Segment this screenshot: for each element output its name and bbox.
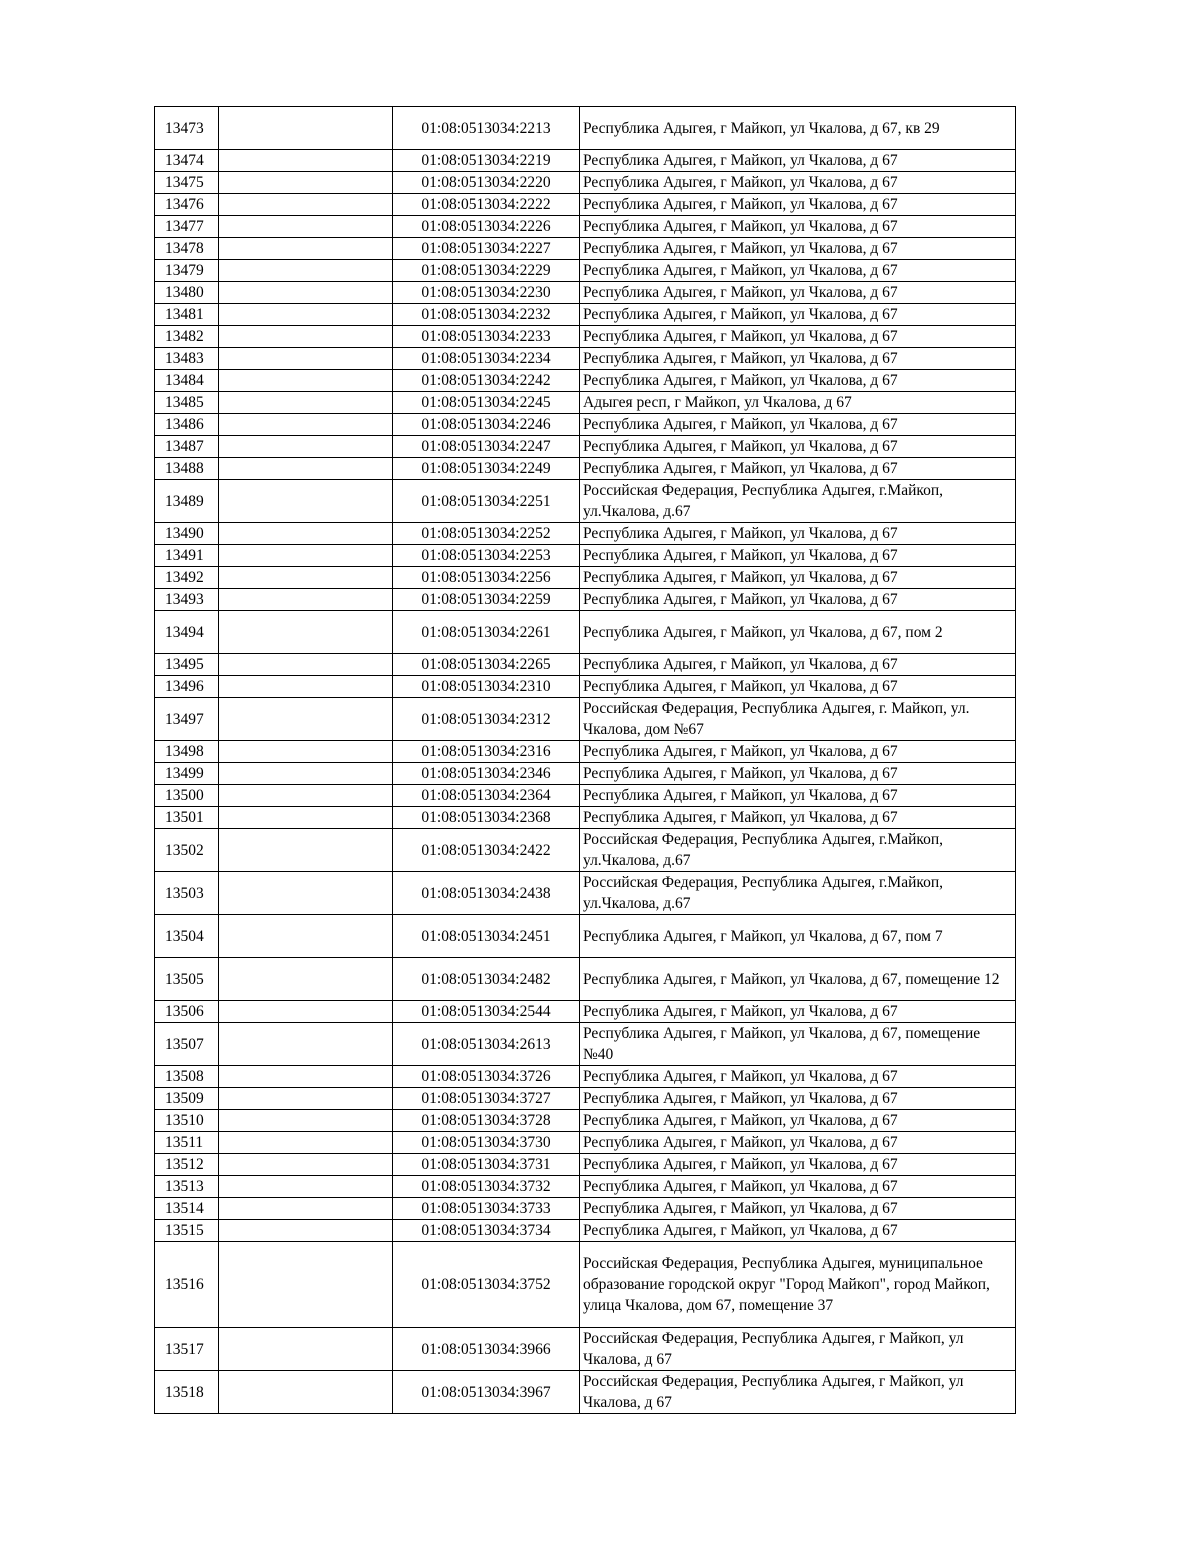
cadastral-number-cell: 01:08:0513034:2252: [393, 523, 580, 545]
cadastral-number-cell: 01:08:0513034:2245: [393, 392, 580, 414]
table-row: [155, 216, 1016, 238]
owner-cell: [219, 392, 393, 414]
table-row: [155, 1001, 1016, 1023]
cadastral-number-cell: 01:08:0513034:2312: [393, 698, 580, 741]
row-number-cell: 13473: [155, 107, 219, 150]
table-row: [155, 1088, 1016, 1110]
address-cell: Республика Адыгея, г Майкоп, ул Чкалова, д 67: [580, 1198, 1016, 1220]
cadastral-number-cell: 01:08:0513034:2242: [393, 370, 580, 392]
cadastral-number-cell: 01:08:0513034:3730: [393, 1132, 580, 1154]
address-cell: Республика Адыгея, г Майкоп, ул Чкалова, д 67: [580, 348, 1016, 370]
row-number-cell: 13511: [155, 1132, 219, 1154]
table-row: [155, 829, 1016, 872]
row-number-cell: 13503: [155, 872, 219, 915]
cadastral-number-cell: 01:08:0513034:2438: [393, 872, 580, 915]
owner-cell: [219, 958, 393, 1001]
address-cell: Республика Адыгея, г Майкоп, ул Чкалова, д 67: [580, 589, 1016, 611]
owner-cell: [219, 282, 393, 304]
table-row: [155, 370, 1016, 392]
owner-cell: [219, 1088, 393, 1110]
owner-cell: [219, 348, 393, 370]
row-number-cell: 13487: [155, 436, 219, 458]
address-cell: Адыгея респ, г Майкоп, ул Чкалова, д 67: [580, 392, 1016, 414]
owner-cell: [219, 1023, 393, 1066]
table-row: [155, 1371, 1016, 1414]
cadastral-number-cell: 01:08:0513034:2316: [393, 741, 580, 763]
table-row: [155, 1176, 1016, 1198]
row-number-cell: 13489: [155, 480, 219, 523]
row-number-cell: 13513: [155, 1176, 219, 1198]
owner-cell: [219, 807, 393, 829]
address-cell: Республика Адыгея, г Майкоп, ул Чкалова, д 67: [580, 785, 1016, 807]
owner-cell: [219, 654, 393, 676]
row-number-cell: 13474: [155, 150, 219, 172]
cadastral-number-cell: 01:08:0513034:3733: [393, 1198, 580, 1220]
owner-cell: [219, 523, 393, 545]
owner-cell: [219, 1328, 393, 1371]
row-number-cell: 13500: [155, 785, 219, 807]
row-number-cell: 13506: [155, 1001, 219, 1023]
cadastral-number-cell: 01:08:0513034:2364: [393, 785, 580, 807]
owner-cell: [219, 304, 393, 326]
row-number-cell: 13480: [155, 282, 219, 304]
address-cell: Республика Адыгея, г Майкоп, ул Чкалова, д 67: [580, 260, 1016, 282]
property-table: [154, 106, 1016, 1414]
table-row: [155, 1242, 1016, 1328]
address-cell: Республика Адыгея, г Майкоп, ул Чкалова, д 67: [580, 567, 1016, 589]
table-row: [155, 326, 1016, 348]
owner-cell: [219, 698, 393, 741]
owner-cell: [219, 1132, 393, 1154]
owner-cell: [219, 1176, 393, 1198]
table-row: [155, 480, 1016, 523]
cadastral-number-cell: 01:08:0513034:2310: [393, 676, 580, 698]
address-cell: Республика Адыгея, г Майкоп, ул Чкалова, д 67: [580, 282, 1016, 304]
address-cell: Российская Федерация, Республика Адыгея, г.Майкоп, ул.Чкалова, д.67: [580, 872, 1016, 915]
table-row: [155, 282, 1016, 304]
row-number-cell: 13504: [155, 915, 219, 958]
cadastral-number-cell: 01:08:0513034:2253: [393, 545, 580, 567]
table-row: [155, 872, 1016, 915]
table-row: [155, 1132, 1016, 1154]
address-cell: Республика Адыгея, г Майкоп, ул Чкалова, д 67, помещение №40: [580, 1023, 1016, 1066]
row-number-cell: 13486: [155, 414, 219, 436]
address-cell: Республика Адыгея, г Майкоп, ул Чкалова, д 67, пом 7: [580, 915, 1016, 958]
owner-cell: [219, 458, 393, 480]
cadastral-number-cell: 01:08:0513034:2451: [393, 915, 580, 958]
address-cell: Республика Адыгея, г Майкоп, ул Чкалова, д 67: [580, 1001, 1016, 1023]
address-cell: Российская Федерация, Республика Адыгея, муниципальное образование городской округ "Город Майкоп", город Майкоп, улица Чкалова, дом 67, помещение 37: [580, 1242, 1016, 1328]
table-row: [155, 763, 1016, 785]
cadastral-number-cell: 01:08:0513034:2613: [393, 1023, 580, 1066]
address-cell: Российская Федерация, Республика Адыгея, г. Майкоп, ул. Чкалова, дом №67: [580, 698, 1016, 741]
address-cell: Российская Федерация, Республика Адыгея, г.Майкоп, ул.Чкалова, д.67: [580, 480, 1016, 523]
table-row: [155, 676, 1016, 698]
address-cell: Республика Адыгея, г Майкоп, ул Чкалова, д 67, кв 29: [580, 107, 1016, 150]
table-row: [155, 194, 1016, 216]
row-number-cell: 13475: [155, 172, 219, 194]
cadastral-number-cell: 01:08:0513034:3727: [393, 1088, 580, 1110]
address-cell: Республика Адыгея, г Майкоп, ул Чкалова, д 67: [580, 1110, 1016, 1132]
cadastral-number-cell: 01:08:0513034:2544: [393, 1001, 580, 1023]
row-number-cell: 13517: [155, 1328, 219, 1371]
table-row: [155, 172, 1016, 194]
row-number-cell: 13501: [155, 807, 219, 829]
row-number-cell: 13488: [155, 458, 219, 480]
cadastral-number-cell: 01:08:0513034:2229: [393, 260, 580, 282]
table-row: [155, 589, 1016, 611]
row-number-cell: 13476: [155, 194, 219, 216]
table-row: [155, 698, 1016, 741]
table-row: [155, 348, 1016, 370]
table-row: [155, 741, 1016, 763]
row-number-cell: 13481: [155, 304, 219, 326]
row-number-cell: 13496: [155, 676, 219, 698]
table-row: [155, 1220, 1016, 1242]
owner-cell: [219, 326, 393, 348]
address-cell: Республика Адыгея, г Майкоп, ул Чкалова, д 67: [580, 807, 1016, 829]
cadastral-number-cell: 01:08:0513034:2249: [393, 458, 580, 480]
row-number-cell: 13514: [155, 1198, 219, 1220]
row-number-cell: 13515: [155, 1220, 219, 1242]
address-cell: Российская Федерация, Республика Адыгея, г Майкоп, ул Чкалова, д 67: [580, 1371, 1016, 1414]
address-cell: Республика Адыгея, г Майкоп, ул Чкалова, д 67: [580, 238, 1016, 260]
table-row: [155, 150, 1016, 172]
cadastral-number-cell: 01:08:0513034:2246: [393, 414, 580, 436]
row-number-cell: 13502: [155, 829, 219, 872]
owner-cell: [219, 172, 393, 194]
owner-cell: [219, 545, 393, 567]
cadastral-number-cell: 01:08:0513034:2234: [393, 348, 580, 370]
row-number-cell: 13499: [155, 763, 219, 785]
table-row: [155, 785, 1016, 807]
table-row: [155, 915, 1016, 958]
owner-cell: [219, 1371, 393, 1414]
owner-cell: [219, 1066, 393, 1088]
cadastral-number-cell: 01:08:0513034:2256: [393, 567, 580, 589]
owner-cell: [219, 1220, 393, 1242]
address-cell: Республика Адыгея, г Майкоп, ул Чкалова, д 67: [580, 1066, 1016, 1088]
address-cell: Республика Адыгея, г Майкоп, ул Чкалова, д 67: [580, 741, 1016, 763]
table-row: [155, 304, 1016, 326]
row-number-cell: 13492: [155, 567, 219, 589]
cadastral-number-cell: 01:08:0513034:3726: [393, 1066, 580, 1088]
cadastral-number-cell: 01:08:0513034:2265: [393, 654, 580, 676]
table-body: [155, 107, 1016, 1414]
owner-cell: [219, 763, 393, 785]
address-cell: Республика Адыгея, г Майкоп, ул Чкалова, д 67: [580, 194, 1016, 216]
cadastral-number-cell: 01:08:0513034:2346: [393, 763, 580, 785]
cadastral-number-cell: 01:08:0513034:2261: [393, 611, 580, 654]
table-row: [155, 611, 1016, 654]
owner-cell: [219, 785, 393, 807]
owner-cell: [219, 915, 393, 958]
address-cell: Республика Адыгея, г Майкоп, ул Чкалова, д 67: [580, 414, 1016, 436]
row-number-cell: 13510: [155, 1110, 219, 1132]
row-number-cell: 13495: [155, 654, 219, 676]
cadastral-number-cell: 01:08:0513034:2368: [393, 807, 580, 829]
owner-cell: [219, 370, 393, 392]
cadastral-number-cell: 01:08:0513034:2220: [393, 172, 580, 194]
cadastral-number-cell: 01:08:0513034:3728: [393, 1110, 580, 1132]
table-row: [155, 523, 1016, 545]
owner-cell: [219, 676, 393, 698]
cadastral-number-cell: 01:08:0513034:2219: [393, 150, 580, 172]
cadastral-number-cell: 01:08:0513034:2227: [393, 238, 580, 260]
address-cell: Республика Адыгея, г Майкоп, ул Чкалова, д 67: [580, 1176, 1016, 1198]
owner-cell: [219, 1001, 393, 1023]
cadastral-number-cell: 01:08:0513034:2213: [393, 107, 580, 150]
row-number-cell: 13477: [155, 216, 219, 238]
cadastral-number-cell: 01:08:0513034:2251: [393, 480, 580, 523]
row-number-cell: 13479: [155, 260, 219, 282]
address-cell: Республика Адыгея, г Майкоп, ул Чкалова, д 67: [580, 654, 1016, 676]
table-row: [155, 1198, 1016, 1220]
table-row: [155, 567, 1016, 589]
cadastral-number-cell: 01:08:0513034:2230: [393, 282, 580, 304]
table-row: [155, 1066, 1016, 1088]
address-cell: Республика Адыгея, г Майкоп, ул Чкалова, д 67: [580, 370, 1016, 392]
table-row: [155, 958, 1016, 1001]
address-cell: Республика Адыгея, г Майкоп, ул Чкалова, д 67, пом 2: [580, 611, 1016, 654]
owner-cell: [219, 829, 393, 872]
cadastral-number-cell: 01:08:0513034:3967: [393, 1371, 580, 1414]
owner-cell: [219, 611, 393, 654]
table-row: [155, 1023, 1016, 1066]
cadastral-number-cell: 01:08:0513034:2422: [393, 829, 580, 872]
cadastral-number-cell: 01:08:0513034:2226: [393, 216, 580, 238]
cadastral-number-cell: 01:08:0513034:2482: [393, 958, 580, 1001]
address-cell: Республика Адыгея, г Майкоп, ул Чкалова, д 67: [580, 436, 1016, 458]
table-row: [155, 1328, 1016, 1371]
row-number-cell: 13508: [155, 1066, 219, 1088]
table-row: [155, 260, 1016, 282]
owner-cell: [219, 1242, 393, 1328]
owner-cell: [219, 260, 393, 282]
row-number-cell: 13509: [155, 1088, 219, 1110]
owner-cell: [219, 107, 393, 150]
cadastral-number-cell: 01:08:0513034:3966: [393, 1328, 580, 1371]
row-number-cell: 13478: [155, 238, 219, 260]
row-number-cell: 13505: [155, 958, 219, 1001]
cadastral-number-cell: 01:08:0513034:3734: [393, 1220, 580, 1242]
cadastral-number-cell: 01:08:0513034:2247: [393, 436, 580, 458]
row-number-cell: 13507: [155, 1023, 219, 1066]
address-cell: Российская Федерация, Республика Адыгея, г Майкоп, ул Чкалова, д 67: [580, 1328, 1016, 1371]
address-cell: Республика Адыгея, г Майкоп, ул Чкалова, д 67: [580, 1132, 1016, 1154]
owner-cell: [219, 436, 393, 458]
row-number-cell: 13484: [155, 370, 219, 392]
owner-cell: [219, 216, 393, 238]
address-cell: Республика Адыгея, г Майкоп, ул Чкалова, д 67: [580, 326, 1016, 348]
owner-cell: [219, 480, 393, 523]
cadastral-number-cell: 01:08:0513034:2259: [393, 589, 580, 611]
owner-cell: [219, 238, 393, 260]
cadastral-number-cell: 01:08:0513034:2233: [393, 326, 580, 348]
address-cell: Республика Адыгея, г Майкоп, ул Чкалова, д 67: [580, 150, 1016, 172]
owner-cell: [219, 194, 393, 216]
row-number-cell: 13483: [155, 348, 219, 370]
address-cell: Республика Адыгея, г Майкоп, ул Чкалова, д 67: [580, 1220, 1016, 1242]
owner-cell: [219, 741, 393, 763]
owner-cell: [219, 1198, 393, 1220]
owner-cell: [219, 589, 393, 611]
row-number-cell: 13518: [155, 1371, 219, 1414]
row-number-cell: 13494: [155, 611, 219, 654]
row-number-cell: 13493: [155, 589, 219, 611]
address-cell: Республика Адыгея, г Майкоп, ул Чкалова, д 67: [580, 676, 1016, 698]
row-number-cell: 13497: [155, 698, 219, 741]
table-row: [155, 458, 1016, 480]
address-cell: Республика Адыгея, г Майкоп, ул Чкалова, д 67: [580, 1154, 1016, 1176]
cadastral-number-cell: 01:08:0513034:3752: [393, 1242, 580, 1328]
table-row: [155, 654, 1016, 676]
cadastral-number-cell: 01:08:0513034:2222: [393, 194, 580, 216]
table-row: [155, 238, 1016, 260]
table-row: [155, 807, 1016, 829]
row-number-cell: 13498: [155, 741, 219, 763]
table-row: [155, 107, 1016, 150]
owner-cell: [219, 872, 393, 915]
table-row: [155, 1154, 1016, 1176]
address-cell: Республика Адыгея, г Майкоп, ул Чкалова, д 67: [580, 1088, 1016, 1110]
row-number-cell: 13485: [155, 392, 219, 414]
owner-cell: [219, 414, 393, 436]
cadastral-number-cell: 01:08:0513034:3732: [393, 1176, 580, 1198]
owner-cell: [219, 1154, 393, 1176]
row-number-cell: 13516: [155, 1242, 219, 1328]
row-number-cell: 13491: [155, 545, 219, 567]
address-cell: Республика Адыгея, г Майкоп, ул Чкалова, д 67: [580, 523, 1016, 545]
cadastral-number-cell: 01:08:0513034:3731: [393, 1154, 580, 1176]
table-row: [155, 414, 1016, 436]
address-cell: Республика Адыгея, г Майкоп, ул Чкалова, д 67: [580, 172, 1016, 194]
table-row: [155, 436, 1016, 458]
address-cell: Республика Адыгея, г Майкоп, ул Чкалова, д 67: [580, 545, 1016, 567]
cadastral-number-cell: 01:08:0513034:2232: [393, 304, 580, 326]
owner-cell: [219, 150, 393, 172]
row-number-cell: 13482: [155, 326, 219, 348]
address-cell: Республика Адыгея, г Майкоп, ул Чкалова, д 67: [580, 304, 1016, 326]
address-cell: Республика Адыгея, г Майкоп, ул Чкалова, д 67: [580, 458, 1016, 480]
table-row: [155, 545, 1016, 567]
row-number-cell: 13512: [155, 1154, 219, 1176]
table-row: [155, 1110, 1016, 1132]
owner-cell: [219, 1110, 393, 1132]
owner-cell: [219, 567, 393, 589]
address-cell: Республика Адыгея, г Майкоп, ул Чкалова, д 67, помещение 12: [580, 958, 1016, 1001]
address-cell: Российская Федерация, Республика Адыгея, г.Майкоп, ул.Чкалова, д.67: [580, 829, 1016, 872]
address-cell: Республика Адыгея, г Майкоп, ул Чкалова, д 67: [580, 763, 1016, 785]
table-row: [155, 392, 1016, 414]
address-cell: Республика Адыгея, г Майкоп, ул Чкалова, д 67: [580, 216, 1016, 238]
row-number-cell: 13490: [155, 523, 219, 545]
